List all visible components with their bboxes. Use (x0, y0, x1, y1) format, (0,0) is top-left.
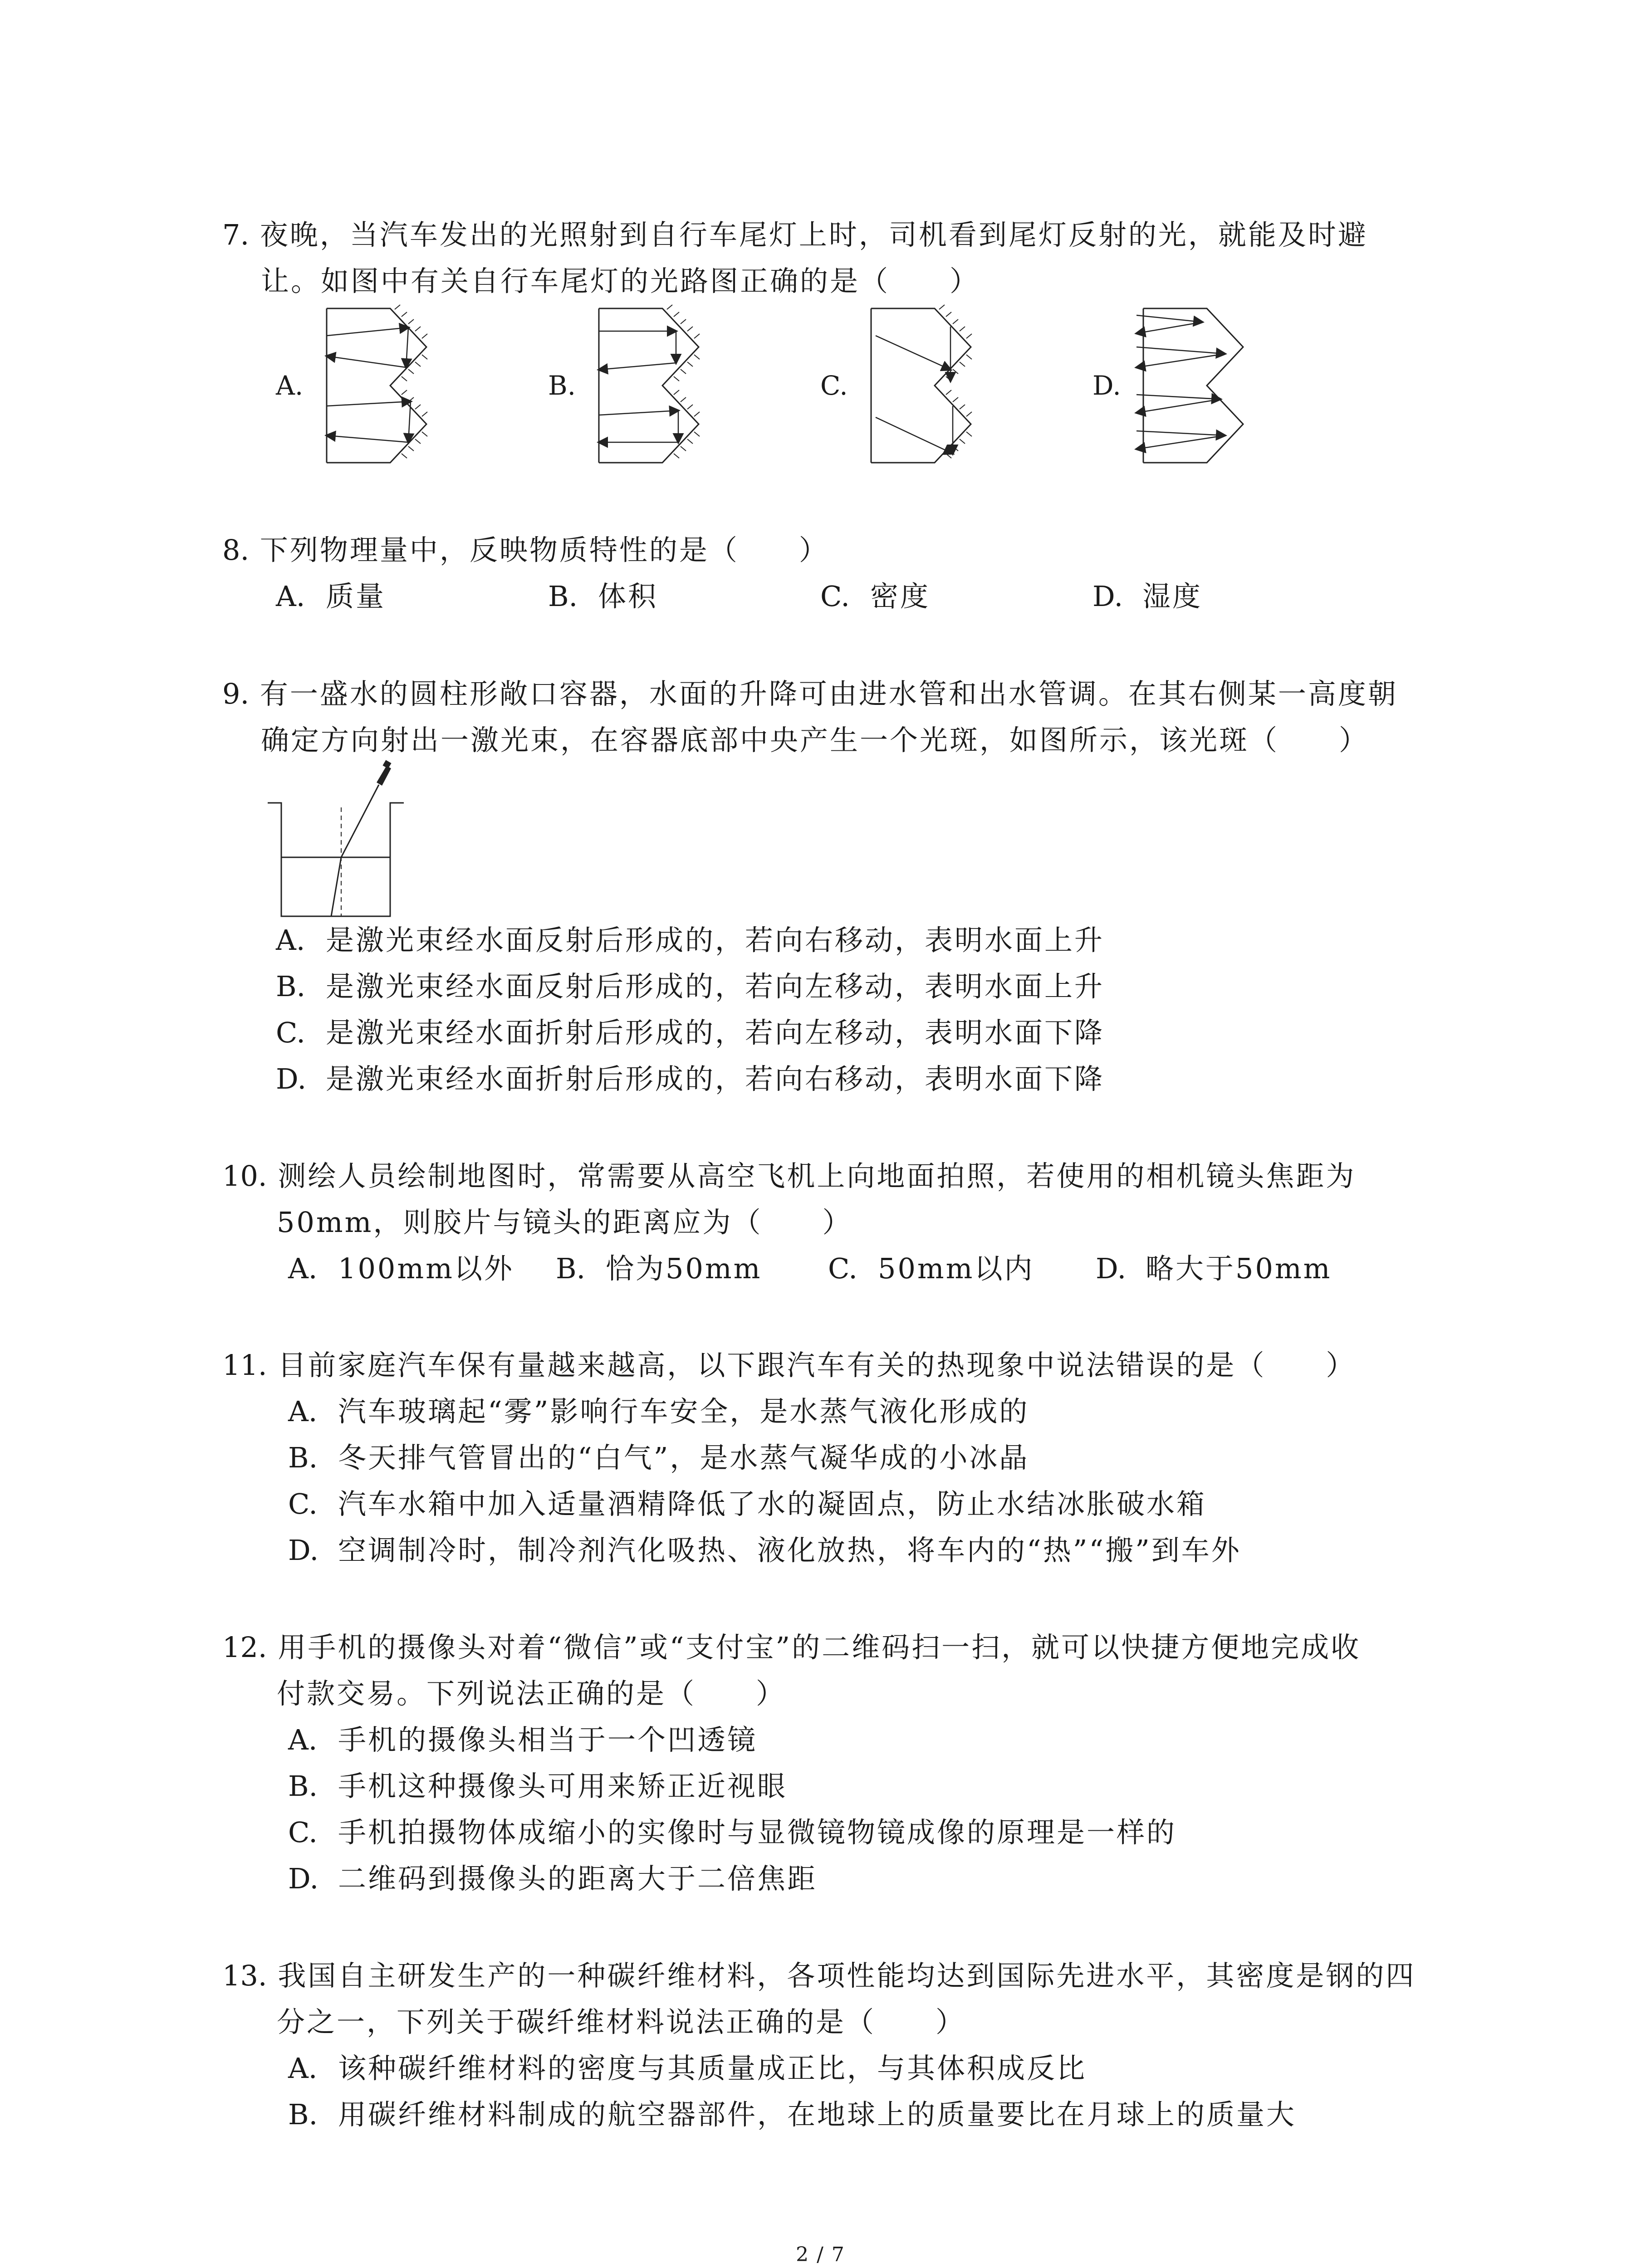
q7-stem-line1: 夜晚，当汽车发出的光照射到自行车尾灯上时，司机看到尾灯反射的光，就能及时避 (260, 218, 1368, 251)
q12-option-a-text: 手机的摄像头相当于一个凹透镜 (338, 1723, 758, 1756)
q10-line1 (222, 1158, 1356, 1194)
q11-option-a-label: A. (288, 1395, 318, 1428)
q10-option-b (556, 1251, 762, 1287)
q9-option-c-label: C. (276, 1016, 305, 1049)
q12-number: 12. (222, 1631, 267, 1664)
q12-option-c-label: C. (288, 1816, 318, 1849)
q9-container-figure (263, 758, 413, 921)
q7-line2: 让。如图中有关自行车尾灯的光路图正确的是（ ） (261, 264, 980, 298)
q9-option-b (276, 968, 1104, 1005)
q8-stem: 下列物理量中，反映物质特性的是（ ） (260, 533, 829, 567)
q13-option-b-text: 用碳纤维材料制成的航空器部件，在地球上的质量要比在月球上的质量大 (338, 2098, 1297, 2131)
q9-option-b-text: 是激光束经水面反射后形成的，若向左移动，表明水面上升 (326, 970, 1105, 1003)
q8-option-b (548, 578, 658, 615)
q9-number: 9. (222, 677, 250, 710)
q8-option-d-text: 湿度 (1142, 580, 1203, 613)
q10-option-c-text: 50mm以内 (878, 1252, 1034, 1285)
q12-option-a-label: A. (288, 1723, 318, 1756)
q9-line2: 确定方向射出一激光束，在容器底部中央产生一个光斑，如图所示，该光斑（ ） (261, 723, 1369, 757)
q12-option-b-label: B. (288, 1769, 318, 1803)
q7-figure-b (590, 304, 708, 467)
q7-figure-c (862, 304, 980, 467)
q9-option-a-label: A. (276, 924, 305, 957)
q10-option-b-text: 恰为50mm (606, 1252, 762, 1285)
q10-line2: 50mm，则胶片与镜头的距离应为（ ） (277, 1206, 852, 1239)
q8-option-a-text: 质量 (326, 580, 386, 613)
q11-option-b (288, 1440, 1029, 1476)
q10-number: 10. (222, 1159, 267, 1193)
q9-stem-line1: 有一盛水的圆柱形敞口容器，水面的升降可由进水管和出水管调。在其右侧某一高度朝 (260, 677, 1398, 710)
q7-figure-a (318, 304, 436, 467)
q11-option-b-label: B. (288, 1441, 318, 1474)
q10-option-d (1096, 1251, 1332, 1287)
q12-option-d (288, 1861, 817, 1897)
q12-option-d-text: 二维码到摄像头的距离大于二倍焦距 (338, 1862, 818, 1895)
q11-option-a-text: 汽车玻璃起“雾”影响行车安全，是水蒸气液化形成的 (338, 1395, 1029, 1428)
q10-option-a (288, 1251, 514, 1287)
q13-option-b (288, 2097, 1296, 2133)
q11-option-a (288, 1393, 1029, 1430)
q8-option-a (276, 578, 386, 615)
q7-line1 (222, 217, 1368, 253)
q7-figure-d (1134, 304, 1252, 467)
q8-option-a-label: A. (276, 580, 305, 613)
q12-stem-line1: 用手机的摄像头对着“微信”或“支付宝”的二维码扫一扫，就可以快捷方便地完成收 (278, 1631, 1361, 1664)
q9-option-b-label: B. (276, 970, 306, 1003)
q10-option-d-text: 略大于50mm (1146, 1252, 1332, 1285)
q12-line2: 付款交易。下列说法正确的是（ ） (277, 1677, 786, 1710)
q9-line1 (222, 676, 1398, 712)
q12-option-b-text: 手机这种摄像头可用来矫正近视眼 (338, 1769, 788, 1803)
q9-option-d-text: 是激光束经水面折射后形成的，若向右移动，表明水面下降 (326, 1062, 1105, 1095)
q8-line1 (222, 532, 829, 568)
q12-option-d-label: D. (288, 1862, 319, 1895)
q13-stem-line1: 我国自主研发生产的一种碳纤维材料，各项性能均达到国际先进水平，其密度是钢的四 (278, 1959, 1416, 1992)
q12-option-c-text: 手机拍摄物体成缩小的实像时与显微镜物镜成像的原理是一样的 (338, 1816, 1177, 1849)
q12-option-a (288, 1722, 757, 1758)
q9-option-a (276, 922, 1104, 958)
q12-option-b (288, 1768, 787, 1804)
q11-option-c-label: C. (288, 1487, 318, 1520)
q10-option-d-label: D. (1096, 1252, 1127, 1285)
q9-option-d (276, 1061, 1104, 1097)
q12-option-c (288, 1814, 1176, 1851)
q8-option-c (820, 578, 930, 615)
q10-stem-line1: 测绘人员绘制地图时，常需要从高空飞机上向地面拍照，若使用的相机镜头焦距为 (278, 1159, 1356, 1193)
q8-number: 8. (222, 533, 250, 567)
q10-option-c-label: C. (828, 1252, 857, 1285)
q11-line1 (222, 1347, 1356, 1383)
q13-option-a-text: 该种碳纤维材料的密度与其质量成正比，与其体积成反比 (338, 2052, 1087, 2085)
q7-figure-label-d: D. (1092, 370, 1121, 401)
q7-figure-label-c: C. (820, 370, 848, 401)
q8-option-c-text: 密度 (870, 580, 931, 613)
q11-option-d-label: D. (288, 1534, 319, 1567)
q8-option-b-label: B. (548, 580, 578, 613)
q13-option-b-label: B. (288, 2098, 318, 2131)
q8-option-d (1092, 578, 1202, 615)
q8-option-d-label: D. (1092, 580, 1123, 613)
q11-option-b-text: 冬天排气管冒出的“白气”，是水蒸气凝华成的小冰晶 (338, 1441, 1029, 1474)
q7-figure-label-a: A. (276, 370, 304, 401)
q10-option-a-text: 100mm以外 (338, 1252, 514, 1285)
q13-line1 (222, 1958, 1416, 1994)
q7-number: 7. (222, 218, 250, 251)
q8-option-b-text: 体积 (598, 580, 658, 613)
q9-option-a-text: 是激光束经水面反射后形成的，若向右移动，表明水面上升 (326, 924, 1105, 957)
page-number: 2 / 7 (796, 2243, 845, 2266)
q10-option-c (828, 1251, 1034, 1287)
q11-option-c (288, 1486, 1206, 1522)
q11-option-d-text: 空调制冷时，制冷剂汽化吸热、液化放热，将车内的“热”“搬”到车外 (338, 1534, 1241, 1567)
q11-stem: 目前家庭汽车保有量越来越高，以下跟汽车有关的热现象中说法错误的是（ ） (278, 1349, 1356, 1382)
q11-option-d (288, 1532, 1241, 1569)
q12-line1 (222, 1629, 1361, 1666)
q10-option-a-label: A. (288, 1252, 318, 1285)
q10-option-b-label: B. (556, 1252, 586, 1285)
q9-option-d-label: D. (276, 1062, 307, 1095)
q9-option-c (276, 1015, 1104, 1051)
q11-option-c-text: 汽车水箱中加入适量酒精降低了水的凝固点，防止水结冰胀破水箱 (338, 1487, 1207, 1520)
q7-figure-label-b: B. (548, 370, 576, 401)
q11-number: 11. (222, 1349, 267, 1382)
q13-option-a (288, 2050, 1087, 2087)
q13-number: 13. (222, 1959, 267, 1992)
q9-option-c-text: 是激光束经水面折射后形成的，若向左移动，表明水面下降 (326, 1016, 1105, 1049)
q13-option-a-label: A. (288, 2052, 318, 2085)
q13-line2: 分之一，下列关于碳纤维材料说法正确的是（ ） (277, 2005, 966, 2038)
q8-option-c-label: C. (820, 580, 850, 613)
